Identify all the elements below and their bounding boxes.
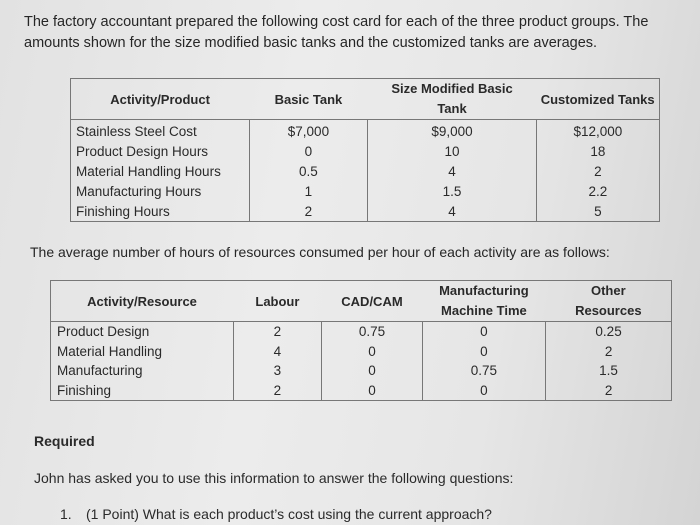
table-row: [51, 342, 672, 362]
table-cell: 5: [536, 201, 659, 222]
resources-intro-text: The average number of hours of resources consumed per hour of each activity are as follows:: [30, 244, 610, 260]
table-cell: Material Handling Hours: [76, 163, 221, 179]
table-row: [71, 120, 660, 142]
table-row: [51, 381, 672, 401]
cost-card-table: [70, 78, 660, 222]
table-cell: 10: [368, 141, 537, 161]
table-header-cell: Customized Tanks: [536, 79, 659, 120]
table-cell: 2: [233, 322, 322, 342]
table-row: [51, 322, 672, 342]
table-cell: Product Design: [57, 324, 150, 340]
table-cell: 2.2: [536, 181, 659, 201]
table-cell: Material Handling: [57, 343, 163, 359]
question-1: [60, 506, 492, 522]
table-cell: 1.5: [368, 181, 537, 201]
table-cell: $9,000: [368, 120, 537, 142]
intro-paragraph: The factory accountant prepared the following cost card for each of the three product groups. The amounts shown for the size modified basic tanks and the customized tanks are averages.: [24, 14, 649, 51]
table-cell: 0: [322, 342, 422, 362]
question-text: (1 Point) What is each product’s cost using the current approach?: [86, 506, 492, 522]
table-row: [51, 361, 672, 381]
table-cell: 0.5: [249, 161, 368, 181]
table-header-cell: CAD/CAM: [322, 281, 422, 322]
table-header-cell: Manufacturing Machine Time: [422, 281, 546, 322]
table-cell: Product Design Hours: [76, 143, 209, 159]
table-cell: 0: [422, 342, 546, 362]
resource-consumption-table: [50, 280, 672, 401]
table-cell: Stainless Steel Cost: [76, 123, 197, 139]
table-cell: 2: [249, 201, 368, 222]
required-heading: Required: [34, 433, 95, 449]
table-row: [71, 161, 660, 181]
table-cell: 2: [233, 381, 322, 401]
table-header-cell: Labour: [233, 281, 322, 322]
table-cell: 0: [322, 381, 422, 401]
table-header-cell: Size Modified Basic Tank: [368, 79, 537, 120]
table-cell: 4: [233, 342, 322, 362]
table-cell: 0: [249, 141, 368, 161]
table-header-cell: Other Resources: [546, 281, 672, 322]
table-cell: 2: [546, 342, 672, 362]
table-header-cell: Basic Tank: [249, 79, 368, 120]
table-cell: 1.5: [546, 361, 672, 381]
table-cell: 3: [233, 361, 322, 381]
table-cell: 0: [322, 361, 422, 381]
instructions-text: John has asked you to use this information to answer the following questions:: [34, 470, 514, 486]
table-cell: 1: [249, 181, 368, 201]
table-cell: $12,000: [536, 120, 659, 142]
table-cell: $7,000: [249, 120, 368, 142]
table-row: [71, 201, 660, 222]
table-header-cell: Activity/Resource: [51, 281, 234, 322]
table-header-row: [71, 79, 660, 120]
table-header-row: [51, 281, 672, 322]
table-cell: 2: [536, 161, 659, 181]
table-header-cell: Activity/Product: [71, 79, 250, 120]
table-row: [71, 141, 660, 161]
table-cell: Finishing Hours: [76, 203, 170, 219]
table-cell: 2: [546, 381, 672, 401]
table-cell: 0: [422, 322, 546, 342]
table-cell: Manufacturing Hours: [76, 183, 202, 199]
table-row: [71, 181, 660, 201]
question-number: 1.: [60, 506, 72, 522]
table-cell: 18: [536, 141, 659, 161]
table-cell: 0.75: [422, 361, 546, 381]
table-cell: 0: [422, 381, 546, 401]
table-cell: 4: [368, 161, 537, 181]
table-cell: 4: [368, 201, 537, 222]
table-cell: Manufacturing: [57, 363, 143, 379]
table-cell: Finishing: [57, 382, 112, 398]
table-cell: 0.75: [322, 322, 422, 342]
table-cell: 0.25: [546, 322, 672, 342]
